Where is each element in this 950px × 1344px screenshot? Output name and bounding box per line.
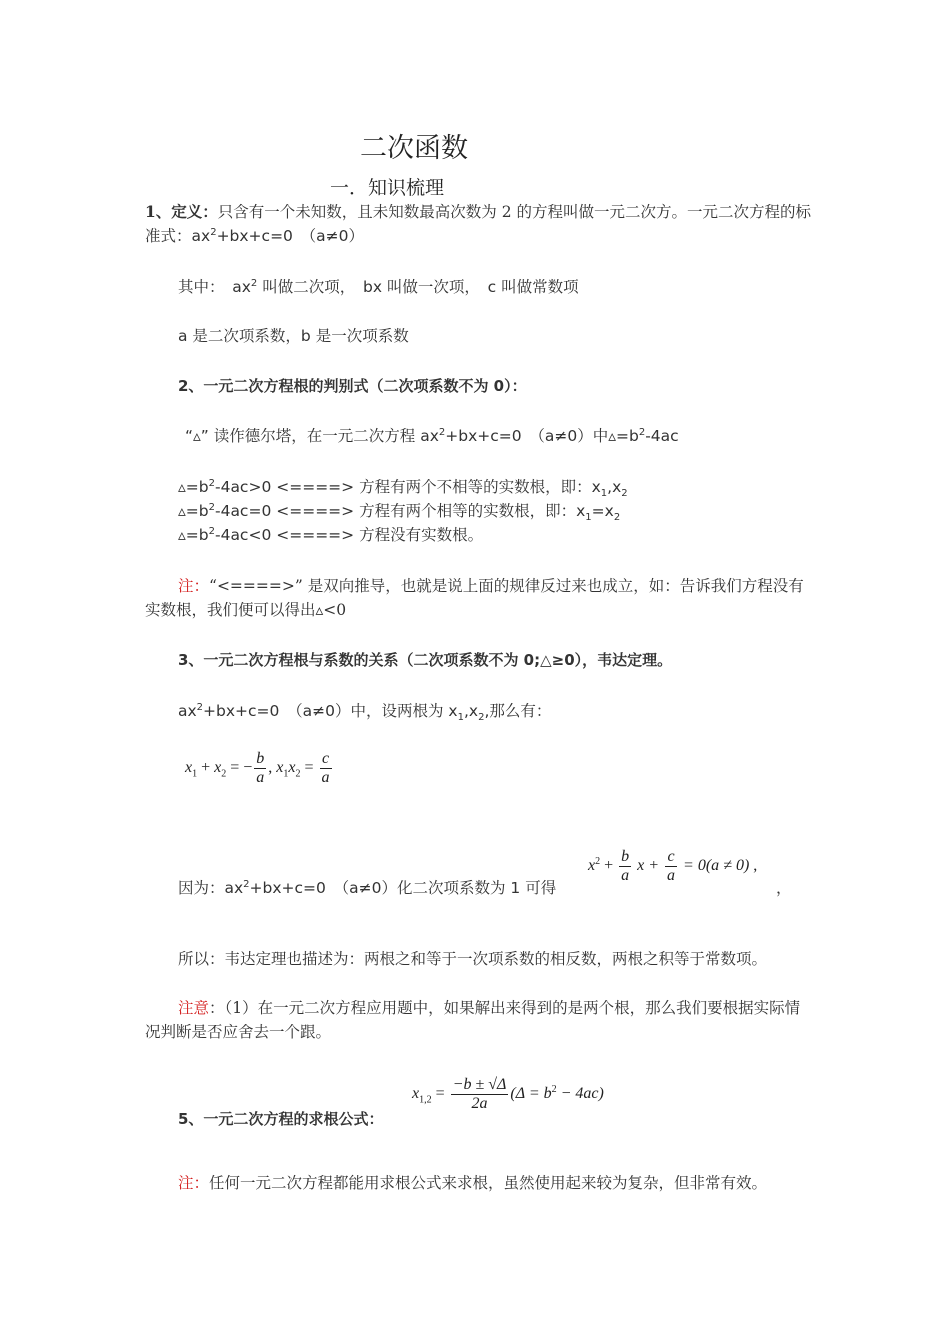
definition-paragraph: 1、定义：只含有一个未知数，且未知数最高次数为 2 的方程叫做一元二次方。一元二次方程的标准式：$ax^2+bx+c=0$ （a≠0） (145, 202, 812, 245)
normalized-equation: $x^2$ + $\frac{b}{a}$ x + $\frac{c}{a}$ = 0(a ≠ 0) , (588, 848, 758, 884)
therefore-line: 所以：韦达定理也描述为：两根之和等于一次项系数的相反数，两根之积等于常数项。 (178, 950, 768, 968)
note-label: 注： (178, 577, 210, 595)
definition-label: 1、定义： (145, 202, 218, 221)
note-formula: 注：任何一元二次方程都能用求根公式来求根，虽然使用起来较为复杂，但非常有效。 (178, 1174, 768, 1192)
page-title: 二次函数 (360, 133, 468, 164)
section-heading-knowledge: 一．知识梳理 (330, 177, 445, 199)
section2-heading: 2、一元二次方程根的判别式（二次项系数不为 0）： (178, 377, 527, 395)
standard-form-b: +bx+c=0 （a≠0） (216, 227, 365, 245)
delta-case-zero: $▵=b^2-4ac=0$ <====> 方程有两个相等的实数根，即：$x_1=x_2$ (178, 501, 621, 524)
because-line: 因为：$ax^2+bx+c=0$ （a≠0）化二次项系数为 1 可得 (178, 878, 557, 897)
note-attention-label: 注意 (178, 999, 210, 1017)
quadratic-formula: $x_{1,2}$ = $\frac{-b \pm √\Delta}{2a}$ $(\Delta = b^2 - 4ac)$ (412, 1076, 604, 1112)
delta-case-positive: $▵=b^2-4ac>0$ <====> 方程有两个不相等的实数根，即：$x_1,x_2$ (178, 477, 628, 500)
coefficient-line: a 是二次项系数，b 是一次项系数 (178, 327, 409, 345)
note-formula-label: 注： (178, 1174, 210, 1192)
section3-heading: 3、一元二次方程根与系数的关系（二次项系数不为 0;△≥0），韦达定理。 (178, 651, 673, 669)
note-application: 注意：（1）在一元二次方程应用题中，如果解出来得到的是两个根，那么我们要根据实际情况判断是否应舍去一个跟。 (145, 999, 801, 1041)
standard-form-a: ax (191, 227, 211, 245)
trailing-comma: ， (776, 879, 792, 897)
note-bidirectional: 注：“<====>” 是双向推导，也就是说上面的规律反过来也成立，如：告诉我们方程没有实数根，我们便可以得出▵<0 (145, 577, 804, 619)
vieta-formula: $x_1 + x_2$ = − $\frac{b}{a}$ , $x_1x_2$ = $\frac{c}{a}$ (185, 750, 330, 786)
definition-text: 只含有一个未知数，且未知数最高次数为 2 的方程叫做一元二次方。一元二次方程的标准式： (145, 203, 812, 245)
section5-heading: 5、一元二次方程的求根公式： (178, 1110, 384, 1128)
delta-intro: “▵” 读作德尔塔，在一元二次方程 $ax^2+bx+c=0$ （a≠0）中$▵=b^2-4ac$ (185, 426, 679, 445)
terms-line: 其中： $ax^2$ 叫做二次项， bx 叫做一次项， c 叫做常数项 (178, 277, 579, 296)
delta-case-negative: $▵=b^2-4ac<0$ <====> 方程没有实数根。 (178, 525, 484, 544)
vieta-intro: $ax^2+bx+c=0$ （a≠0）中，设两根为 $x_1,x_2$,那么有： (178, 701, 552, 724)
